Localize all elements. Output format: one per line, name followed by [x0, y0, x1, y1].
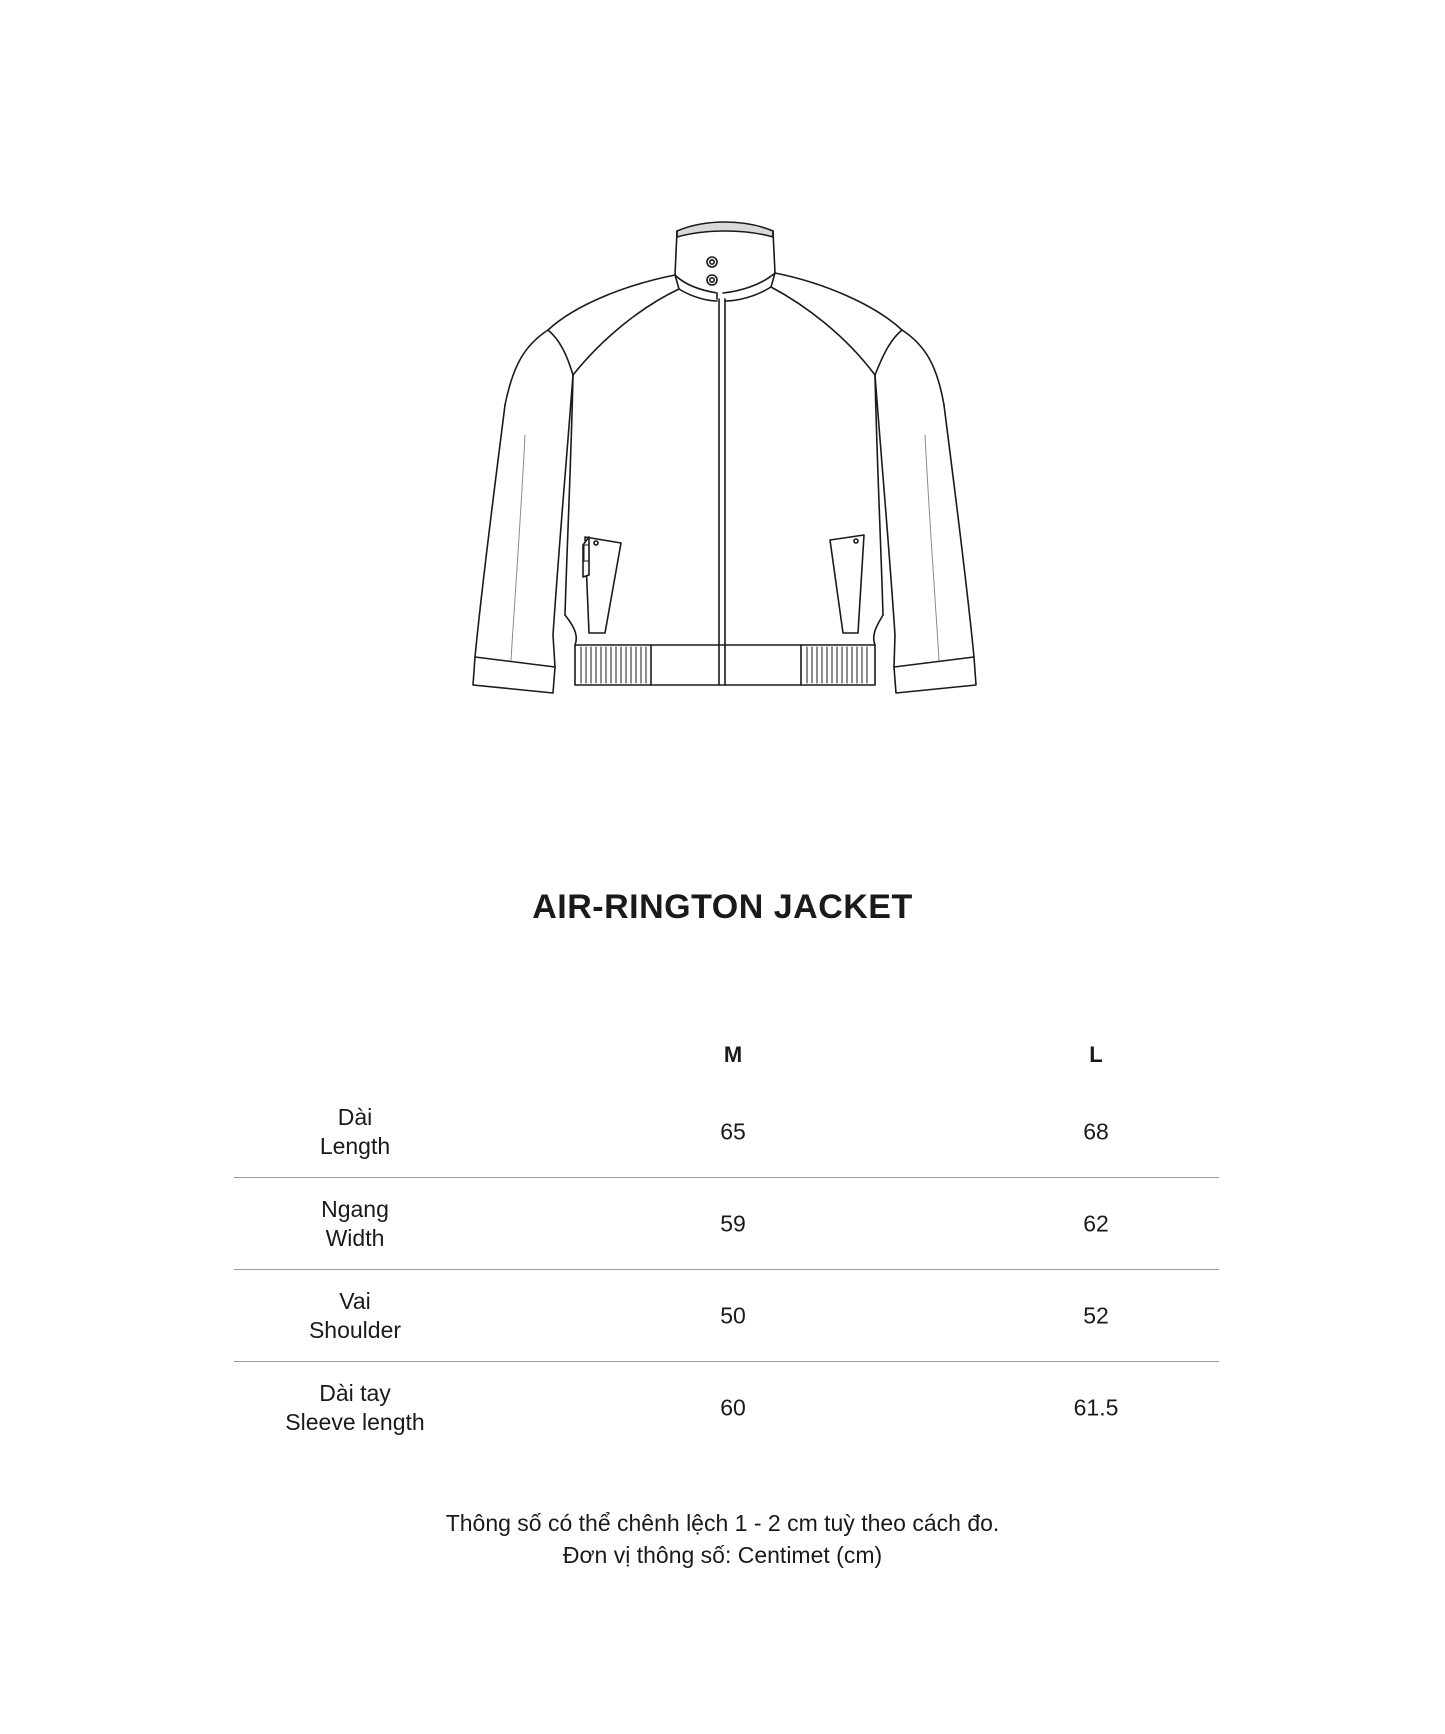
cell-value-l: 62	[1083, 1210, 1109, 1236]
table-row-width	[234, 1178, 1219, 1270]
cell-value-m: 50	[720, 1302, 746, 1328]
size-table-header	[234, 1030, 1219, 1086]
column-header-l: L	[1089, 1042, 1103, 1067]
measurement-note	[0, 1507, 1445, 1571]
row-label-vi: Vai	[339, 1287, 371, 1314]
cell-value-m: 60	[720, 1394, 746, 1420]
size-table	[234, 1030, 1219, 1453]
note-unit: Đơn vị thông số: Centimet (cm)	[562, 1542, 883, 1568]
cell-value-l: 61.5	[1073, 1394, 1119, 1420]
jacket-flat-sketch-icon	[455, 215, 990, 755]
row-label-vi: Dài	[337, 1103, 373, 1130]
cell-value-l: 52	[1083, 1302, 1109, 1328]
cell-value-m: 59	[720, 1210, 746, 1236]
row-label-en: Length	[319, 1132, 391, 1159]
row-label	[234, 1379, 476, 1437]
table-row-length	[234, 1086, 1219, 1178]
row-label	[234, 1195, 476, 1253]
row-label	[234, 1103, 476, 1161]
note-tolerance: Thông số có thể chênh lệch 1 - 2 cm tuỳ theo cách đo.	[445, 1510, 1000, 1536]
row-label-vi: Dài tay	[319, 1379, 391, 1406]
row-label-en: Sleeve length	[285, 1408, 425, 1435]
cell-value-l: 68	[1083, 1118, 1109, 1144]
column-header-m: M	[723, 1042, 743, 1067]
product-title: AIR-RINGTON JACKET	[532, 888, 913, 926]
table-row-shoulder	[234, 1270, 1219, 1362]
row-label-en: Shoulder	[308, 1316, 402, 1343]
row-label-vi: Ngang	[321, 1195, 389, 1222]
row-label-en: Width	[325, 1224, 385, 1251]
table-row-sleeve-length	[234, 1362, 1219, 1453]
row-label	[234, 1287, 476, 1345]
cell-value-m: 65	[720, 1118, 746, 1144]
